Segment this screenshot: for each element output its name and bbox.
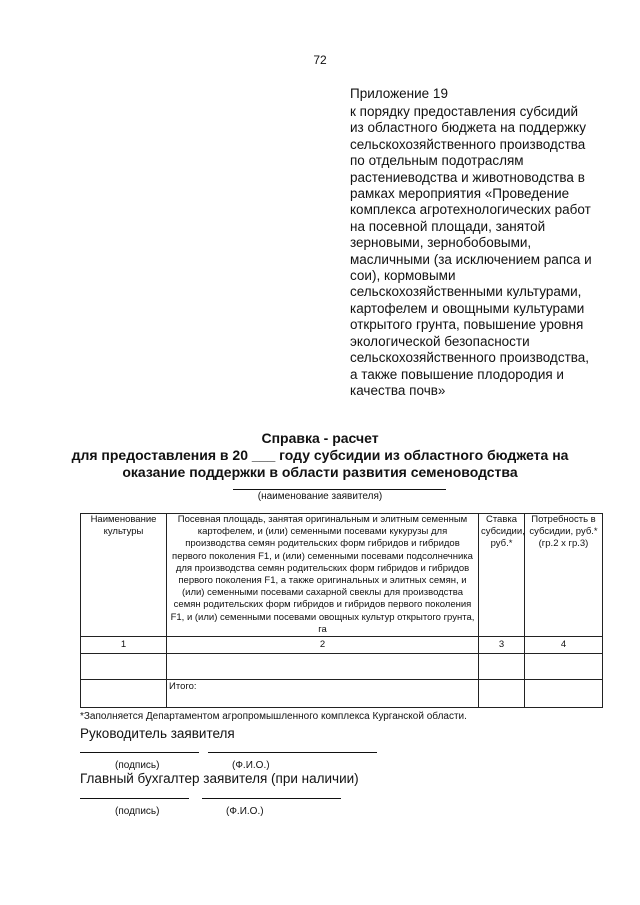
head-name-line bbox=[208, 752, 377, 753]
appendix-line: сельскохозяйственными культурами, bbox=[350, 284, 582, 300]
appendix-line: сельскохозяйственного производства bbox=[350, 136, 586, 152]
subtitle-line: оказание поддержки в области развития семеноводства bbox=[122, 464, 518, 480]
total-label: Итого: bbox=[167, 680, 479, 708]
document-subtitle bbox=[0, 447, 640, 481]
appendix-line: сои), кормовыми bbox=[350, 268, 456, 284]
total-row bbox=[81, 680, 603, 708]
accountant-name-line bbox=[202, 798, 341, 799]
appendix-line: к порядку предоставления субсидий bbox=[350, 104, 579, 119]
accountant-signatory-title: Главный бухгалтер заявителя (при наличии) bbox=[80, 771, 359, 786]
column-number-row bbox=[81, 637, 603, 654]
appendix-line: качества почв» bbox=[350, 382, 446, 398]
header-crop-name: Наименование культуры bbox=[81, 514, 167, 637]
document-title: Справка - расчет bbox=[261, 430, 379, 446]
applicant-name-line bbox=[233, 489, 446, 490]
head-signature-line bbox=[80, 752, 199, 753]
appendix-title: Приложение 19 bbox=[350, 86, 448, 101]
appendix-line: на посевной площади, занятой bbox=[350, 218, 546, 234]
appendix-line: а также повышение плодородия и bbox=[350, 366, 564, 382]
table-cell[interactable] bbox=[81, 654, 167, 680]
column-number: 3 bbox=[479, 637, 525, 654]
accountant-signature-caption: (подпись) bbox=[115, 806, 160, 817]
appendix-line: по отдельным подотраслям bbox=[350, 153, 524, 169]
table-cell[interactable] bbox=[167, 654, 479, 680]
calculation-table bbox=[80, 513, 603, 708]
accountant-name-caption: (Ф.И.О.) bbox=[226, 806, 264, 817]
appendix-text bbox=[350, 104, 612, 399]
head-signature-caption: (подпись) bbox=[115, 760, 160, 771]
appendix-line: масличными (за исключением рапса и bbox=[350, 251, 592, 267]
subtitle-line: для предоставления в 20 ___ году субсидии из областного бюджета на bbox=[71, 447, 569, 463]
accountant-signature-line bbox=[80, 798, 189, 799]
head-name-caption: (Ф.И.О.) bbox=[232, 760, 270, 771]
table-cell[interactable] bbox=[525, 654, 603, 680]
appendix-line: открытого грунта, повышение уровня bbox=[350, 317, 584, 333]
page-number: 72 bbox=[313, 53, 327, 67]
appendix-line: экологической безопасности bbox=[350, 333, 530, 349]
table-cell[interactable] bbox=[525, 680, 603, 708]
column-number: 1 bbox=[81, 637, 167, 654]
appendix-line: зерновыми, зернобобовыми, bbox=[350, 235, 532, 251]
column-number: 2 bbox=[167, 637, 479, 654]
table-cell[interactable] bbox=[81, 680, 167, 708]
appendix-line: комплекса агротехнологических работ bbox=[350, 202, 591, 218]
appendix-line: сельскохозяйственного производства, bbox=[350, 350, 590, 366]
header-subsidy-need: Потребность в субсидии, руб.* (гр.2 х гр.3) bbox=[525, 514, 603, 637]
column-number: 4 bbox=[525, 637, 603, 654]
header-subsidy-rate: Ставка субсидии, руб.* bbox=[479, 514, 525, 637]
appendix-line: рамках мероприятия «Проведение bbox=[350, 186, 570, 202]
table-cell[interactable] bbox=[479, 680, 525, 708]
applicant-name-caption: (наименование заявителя) bbox=[257, 491, 383, 502]
appendix-line: из областного бюджета на поддержку bbox=[350, 120, 586, 136]
table-cell[interactable] bbox=[479, 654, 525, 680]
header-sown-area: Посевная площадь, занятая оригинальным и элитным семенным картофелем, и (или) семенными посевами кукурузы для производства семян родительских форм гибридов и гибридов первого поколения F1, и (или) семенными посевами подсолнечника для производства семян родительских форм гибридов и гибридов первого поколения F1, а также оригинальных и элитных семян, и (или) семенными посевами сахарной свеклы для производства семян родительских форм гибридов и гибридов первого поколения F1, и (или) семенными посевами овощных культур открытого грунта, га bbox=[167, 514, 479, 637]
table-header-row bbox=[81, 514, 603, 637]
footnote: *Заполняется Департаментом агропромышленного комплекса Курганской области. bbox=[80, 711, 467, 722]
table-row bbox=[81, 654, 603, 680]
head-signatory-title: Руководитель заявителя bbox=[80, 726, 235, 741]
appendix-line: картофелем и овощными культурами bbox=[350, 300, 585, 316]
appendix-line: растениеводства и животноводства в bbox=[350, 169, 585, 185]
